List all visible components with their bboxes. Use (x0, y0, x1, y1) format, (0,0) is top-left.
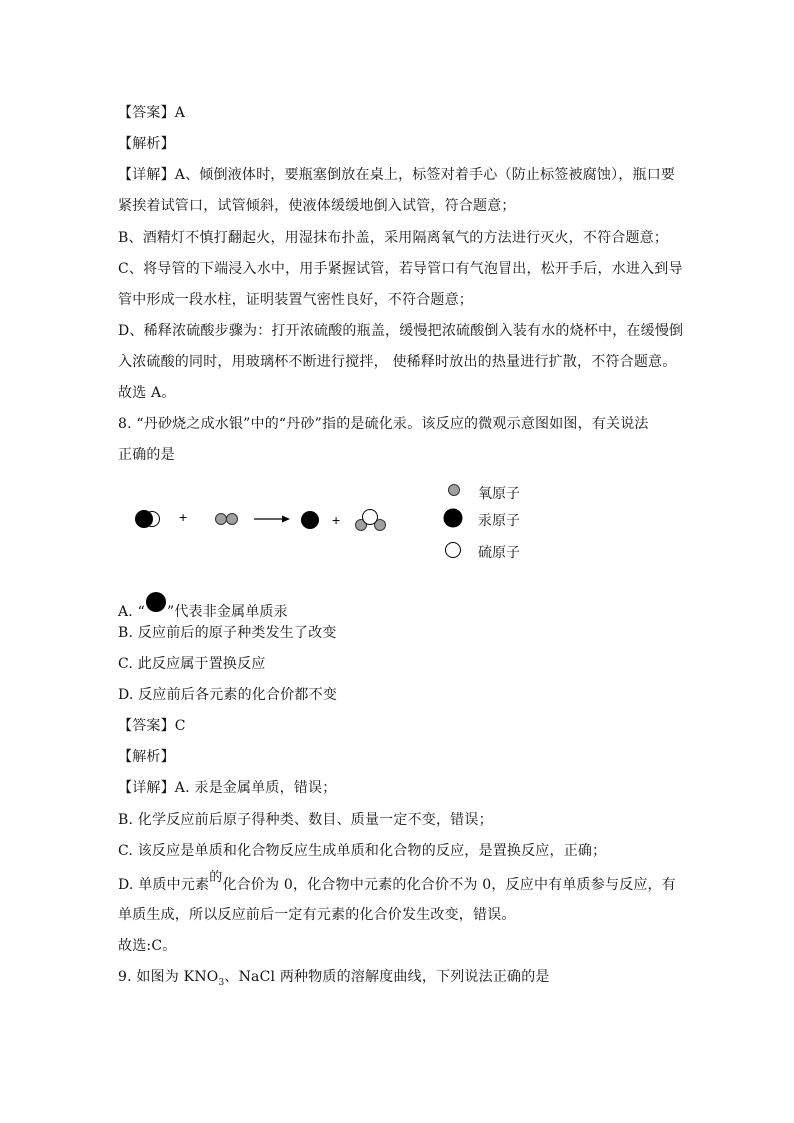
legend-mercury-icon (444, 509, 463, 528)
legend (444, 485, 463, 558)
plus-sign-2: + (332, 512, 341, 528)
q8-option-a-prefix: A. “ (118, 604, 145, 620)
q8-stem-line-2: 正确的是 (118, 447, 175, 463)
q7-option-c-explanation-2: 管中形成一段水柱，证明装置气密性良好，不符合题意； (118, 292, 473, 308)
oxygen-molecule (216, 514, 238, 525)
mercury-atom (135, 510, 153, 528)
q8-answer: 【答案】C (118, 718, 186, 734)
q7-option-d-explanation-1: D、稀释浓硫酸步骤为：打开浓硫酸的瓶盖，缓慢把浓硫酸倒入装有水的烧杯中，在缓慢倒 (118, 323, 684, 339)
q8-stem-line-1: 8. “丹砂烧之成水银”中的“丹砂”指的是硫化汞。该反应的微观示意图如图，有关说法 (118, 416, 649, 432)
q7-detail-line-1: 【详解】A、倾倒液体时，要瓶塞倒放在桌上，标签对着手心（防止标签被腐蚀），瓶口要 (118, 167, 676, 183)
q8-analysis-heading: 【解析】 (118, 749, 175, 765)
legend-oxygen-icon (449, 485, 460, 496)
q8-detail-c: C. 该反应是单质和化合物反应生成单质和化合物的反应，是置换反应，正确； (118, 843, 607, 859)
reaction-diagram (110, 476, 550, 566)
legend-sulfur-icon (446, 543, 461, 558)
q7-option-d-explanation-2: 入浓硫酸的同时，用玻璃杯不断进行搅拌， 使稀释时放出的热量进行扩散，不符合题意。 (118, 354, 677, 370)
q8-option-c: C. 此反应属于置换反应 (118, 656, 266, 672)
mercury-sulfide-molecule (135, 510, 160, 528)
q9-stem-text: 、NaCl 两种物质的溶解度曲线，下列说法正确的是 (224, 969, 550, 985)
q7-analysis-heading: 【解析】 (118, 136, 175, 152)
q8-option-a (118, 592, 288, 621)
q8-detail-b: B. 化学反应前后原子得种类、数目、质量一定不变，错误； (118, 812, 493, 828)
legend-mercury-label: 汞原子 (478, 513, 520, 529)
q8-option-a-text: ”代表非金属单质汞 (166, 604, 288, 620)
oxygen-atom (227, 514, 238, 525)
legend-oxygen-label: 氧原子 (478, 486, 520, 502)
mercury-atom-product (301, 511, 319, 529)
q7-choice: 故选 A。 (118, 385, 176, 401)
q9-stem-prefix: 9. 如图为 KNO (118, 969, 219, 985)
q8-detail-d-line-1 (118, 870, 676, 895)
q8-option-b: B. 反应前后的原子种类发生了改变 (118, 625, 337, 641)
legend-sulfur-label: 硫原子 (478, 545, 520, 561)
q7-answer: 【答案】A (118, 105, 186, 121)
sulfur-dioxide-molecule (356, 510, 386, 531)
q8-option-d: D. 反应前后各元素的化合价都不变 (118, 687, 338, 703)
q7-option-b-explanation: B、酒精灯不慎打翻起火，用湿抹布扑盖，采用隔离氧气的方法进行灭火，不符合题意； (118, 230, 669, 246)
q8-choice: 故选:C。 (118, 938, 177, 954)
plus-sign-1: + (179, 509, 188, 525)
oxygen-atom (216, 514, 227, 525)
q9-stem-subscript: 3 (218, 977, 225, 988)
q9-stem (118, 968, 550, 992)
sulfur-atom (363, 510, 378, 525)
q8-detail-d-line-2: 单质生成，所以反应前后一定有元素的化合价发生改变，错误。 (118, 907, 516, 923)
reaction-arrow (254, 516, 290, 523)
q8-detail-d-superscript: 的 (209, 870, 223, 885)
mercury-atom-icon (146, 592, 166, 612)
q7-detail-line-2: 紧挨着试管口，试管倾斜，使液体缓缓地倒入试管，符合题意； (118, 198, 516, 214)
q8-detail-d-prefix: D. 单质中元素 (118, 877, 210, 893)
q8-detail-d-text: 化合价为 0，化合物中元素的化合价不为 0，反应中有单质参与反应，有 (222, 877, 676, 893)
q7-option-c-explanation-1: C、将导管的下端浸入水中，用手紧握试管，若导管口有气泡冒出，松开手后，水进入到导 (118, 261, 683, 277)
q8-detail-a: 【详解】A. 汞是金属单质，错误； (118, 780, 337, 796)
